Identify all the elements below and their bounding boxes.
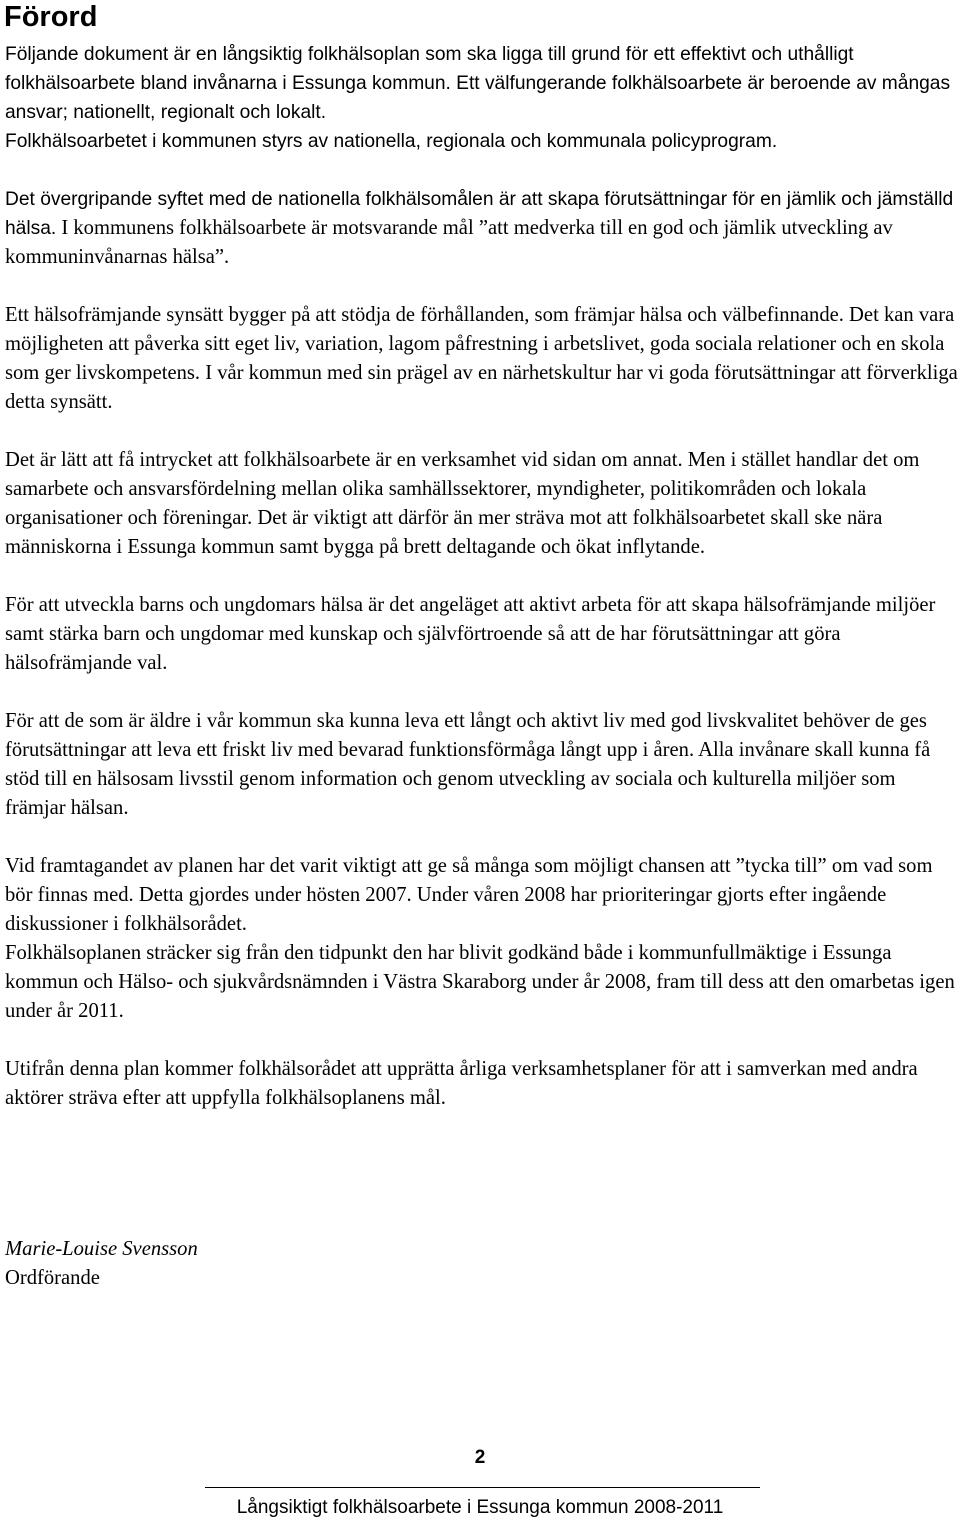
paragraph-cooperation: Det är lätt att få intrycket att folkhälsoarbete är en verksamhet vid sidan om annat. Men i stället handlar det om samarbete och ansvarsfördelning mellan olika samhällssektorer, myndigheter, politikområden och lokala organisationer och föreningar. Det är viktigt att därför än mer sträva mot att folkhälsoarbetet skall ske nära människorna i Essunga kommun samt bygga på brett deltagande och ökat inflytande. (5, 449, 920, 558)
page-number: 2 (474, 1447, 486, 1468)
paragraph-youth: För att utveckla barns och ungdomars hälsa är det angeläget att aktivt arbeta för att skapa hälsofrämjande miljöer samt stärka barn och ungdomar med kunskap och självförtroende så att de har förutsättningar att göra hälsofrämjande val. (5, 594, 936, 674)
paragraph-process: Vid framtagandet av planen har det varit viktigt att ge så många som möjligt chansen att ”tycka till” om vad som bör finnas med. Detta gjordes under hösten 2007. Under våren 2008 har prioriteringar gjorts efter ingående diskussioner i folkhälsorådet. (5, 855, 933, 935)
paragraph-intro-lead: Följande dokument är en långsiktig folkhälsoplan som ska ligga till grund för ett effektivt och uthålligt folkhälsoarbete bland invånarna i Essunga kommun. Ett välfungerande folkhälsoarbete är beroende av mångas ansvar; nationellt, regionalt och lokalt. (5, 44, 951, 123)
footer-title: Långsiktigt folkhälsoarbete i Essunga kommun 2008-2011 (236, 1497, 724, 1518)
paragraph-purpose-local: I kommunens folkhälsoarbete är motsvarande mål ”att medverka till en god och jämlik utveckling av kommuninvånarnas hälsa”. (5, 217, 893, 268)
paragraph-follow-up: Utifrån denna plan kommer folkhälsorådet att upprätta årliga verksamhetsplaner för att i samverkan med andra aktörer sträva efter att uppfylla folkhälsoplanens mål. (5, 1058, 918, 1109)
paragraph-intro (5, 40, 960, 156)
signatory-role: Ordförande (5, 1267, 100, 1289)
paragraph-elderly: För att de som är äldre i vår kommun ska kunna leva ett långt och aktivt liv med god livskvalitet behöver de ges förutsättningar att leva ett friskt liv med bevarad funktionsförmåga långt upp i åren. Alla invånare skall kunna få stöd till en hälsosam livsstil genom information och genom utveckling av sociala och kulturella miljöer som främjar hälsan. (5, 710, 931, 819)
paragraph-purpose (5, 185, 960, 272)
body-text (5, 40, 960, 1142)
paragraph-purpose-national: Det övergripande syftet med de nationella folkhälsomålen är att skapa förutsättningar för en jämlik och jämställd hälsa. (5, 189, 954, 239)
footer-divider (205, 1487, 760, 1488)
signatory-name: Marie-Louise Svensson (5, 1238, 198, 1260)
paragraph-intro-policy: Folkhälsoarbetet i kommunen styrs av nationella, regionala och kommunala policyprogram. (5, 131, 778, 152)
paragraph-health-promotion: Ett hälsofrämjande synsätt bygger på att stödja de förhållanden, som främjar hälsa och välbefinnande. Det kan vara möjligheten att påverka sitt eget liv, variation, lagom påfrestning i arbetslivet, goda sociala relationer och en skola som ger livskompetens. I vår kommun med sin prägel av en närhetskultur har vi goda förutsättningar att förverkliga detta synsätt. (5, 304, 958, 413)
paragraph-scope: Folkhälsoplanen sträcker sig från den tidpunkt den har blivit godkänd både i kommunfullmäktige i Essunga kommun och Hälso- och sjukvårdsnämnden i Västra Skaraborg under år 2008, fram till dess att den omarbetas igen under år 2011. (5, 942, 955, 1022)
signature-block (5, 1235, 198, 1293)
page-heading: Förord (4, 1, 98, 33)
